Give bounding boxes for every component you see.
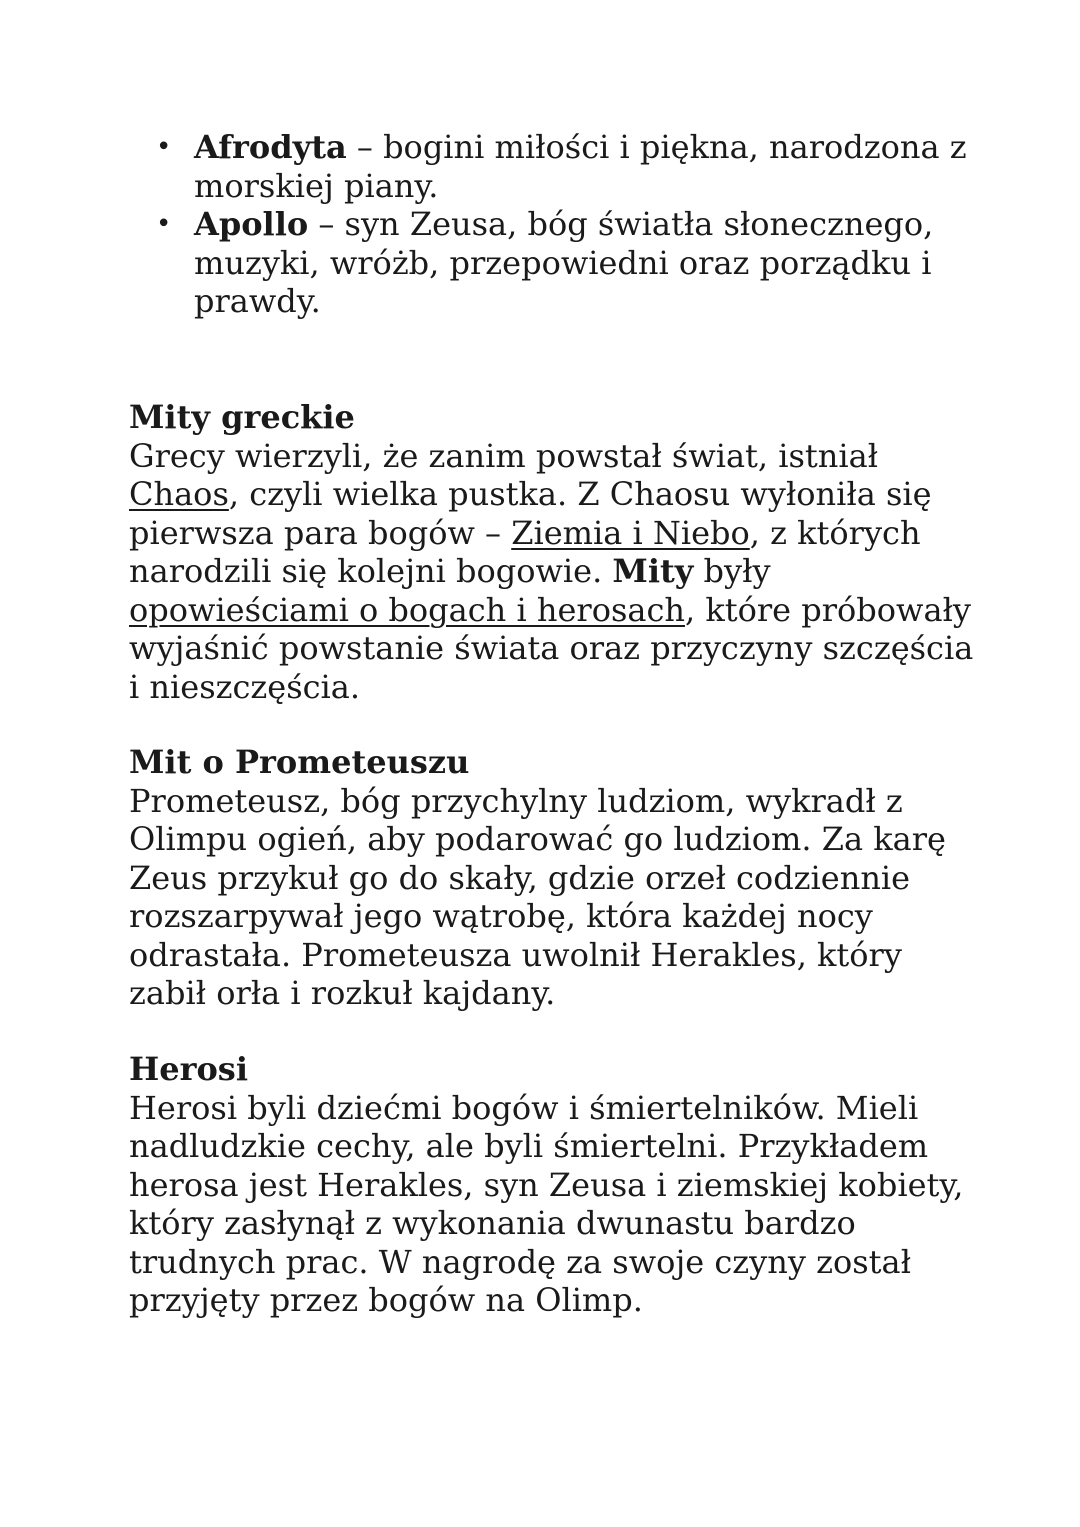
section-body xyxy=(129,437,989,707)
section-body: Herosi byli dziećmi bogów i śmiertelników. Mieli nadludzkie cechy, ale byli śmiertelni. Przykładem herosa jest Herakles, syn Zeusa i ziemskiej kobiety, który zasłynął z wykonania dwunastu bardzo trudnych prac. W nagrodę za swoje czyny został przyjęty przez bogów na Olimp. xyxy=(129,1088,964,1319)
underlined-term: Chaos xyxy=(129,475,229,513)
list-item xyxy=(128,128,988,205)
gods-bullet-list xyxy=(128,128,988,321)
section-heading: Mity greckie xyxy=(129,398,355,436)
section-mity-greckie xyxy=(129,398,989,706)
god-name: Afrodyta xyxy=(194,128,347,166)
section-mit-o-prometeuszu xyxy=(129,743,989,1013)
text-run: Grecy wierzyli, że zanim powstał świat, istniał xyxy=(129,436,879,475)
section-body: Prometeusz, bóg przychylny ludziom, wykradł z Olimpu ogień, aby podarować go ludziom. Za karę Zeus przykuł go do skały, gdzie orzeł codziennie rozszarpywał jego wątrobę, która każdej nocy odrastała. Prometeusza uwolnił Herakles, który zabił orła i rozkuł kajdany. xyxy=(129,781,946,1012)
text-run: , czyli wielka pustka. Z Chaosu wyłoniła się pierwsza para bogów – xyxy=(129,475,932,552)
bullet-icon: • xyxy=(156,132,172,162)
section-heading: Mit o Prometeuszu xyxy=(129,743,470,781)
text-run: , które próbowały wyjaśnić powstanie świata oraz przyczyny szczęścia i nieszczęścia. xyxy=(129,590,974,706)
text-run: , z których narodzili się kolejni bogowie. xyxy=(129,513,921,590)
god-description: – syn Zeusa, bóg światła słonecznego, muzyki, wróżb, przepowiedni oraz porządku i prawdy. xyxy=(194,205,934,320)
bold-term: Mity xyxy=(612,552,694,590)
section-herosi xyxy=(129,1050,989,1320)
god-description: – bogini miłości i piękna, narodzona z morskiej piany. xyxy=(194,128,967,205)
underlined-term: opowieściami o bogach i herosach xyxy=(129,590,685,629)
bullet-icon: • xyxy=(156,209,172,239)
section-heading: Herosi xyxy=(129,1050,248,1088)
god-name: Apollo xyxy=(194,205,309,243)
text-run: były xyxy=(693,552,771,590)
list-item xyxy=(128,205,988,321)
underlined-term: Ziemia i Niebo xyxy=(511,513,750,552)
